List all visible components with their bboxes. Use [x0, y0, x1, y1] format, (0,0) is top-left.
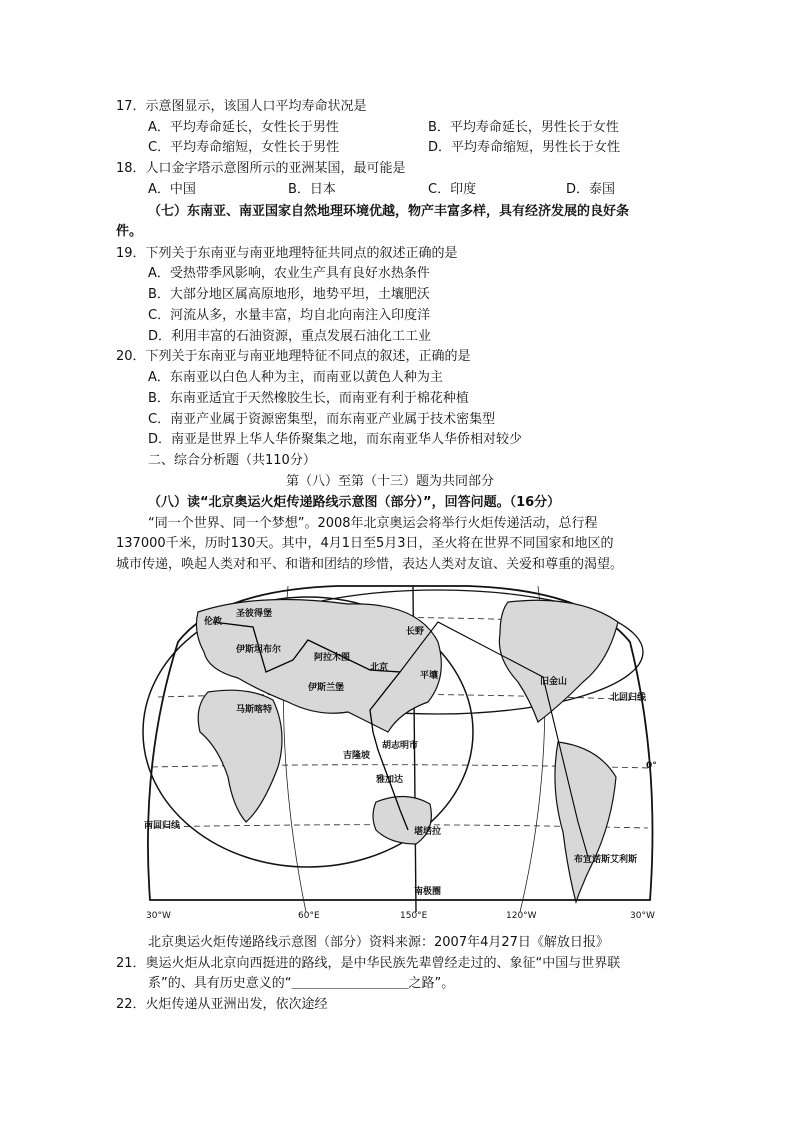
q19-option-c: C．河流从多，水量丰富，均自北向南注入印度洋: [148, 308, 431, 323]
q19-option-d: D．利用丰富的石油资源，重点发展石油化工工业: [148, 329, 432, 344]
map-label-st-petersburg: 圣彼得堡: [236, 609, 273, 619]
map-label-ho-chi-minh: 胡志明市: [382, 741, 419, 751]
map-label-istanbul: 伊斯坦布尔: [236, 645, 282, 655]
q17-stem: 17．示意图显示，该国人口平均寿命状况是: [116, 99, 367, 114]
map-label-jakarta: 雅加达: [376, 775, 404, 785]
axis-30w-left: 30°W: [146, 911, 171, 921]
q20-option-a: A．东南亚以白色人种为主，而南亚以黄色人种为主: [148, 370, 443, 385]
q20-option-c: C．南亚产业属于资源密集型，而东南亚产业属于技术密集型: [148, 412, 496, 427]
torch-relay-map: [138, 582, 660, 922]
q17-option-c: C．平均寿命缩短，女性长于男性: [148, 140, 340, 155]
part2-heading: 二、综合分析题（共110分）: [148, 453, 316, 468]
axis-120w: 120°W: [506, 911, 537, 921]
q19-stem: 19．下列关于东南亚与南亚地理特征共同点的叙述正确的是: [116, 246, 458, 261]
section8-para-line1: “同一个世界、同一个梦想”。2008年北京奥运会将举行火炬传递活动，总行程: [148, 516, 598, 531]
section8-title: （八）读“北京奥运火炬传递路线示意图（部分）”，回答问题。（16分）: [148, 495, 561, 510]
map-label-tropic-north: 北回归线: [610, 693, 647, 703]
map-label-pyongyang: 平壤: [420, 671, 439, 681]
q20-option-d: D．南亚是世界上华人华侨聚集之地，而东南亚华人华侨相对较少: [148, 432, 523, 447]
part2-common-note: 第（八）至第（十三）题为共同部分: [286, 474, 495, 489]
axis-150e: 150°E: [400, 911, 428, 921]
map-label-muscat: 马斯喀特: [236, 705, 273, 715]
q22-stem: 22．火炬传递从亚洲出发，依次途经: [116, 997, 328, 1012]
q21-stem-cont: 系”的、具有历史意义的“＿＿＿＿＿＿＿＿＿之路”。: [148, 976, 455, 991]
q20-option-b: B．东南亚适宜于天然橡胶生长，而南亚有利于棉花种植: [148, 391, 469, 406]
q19-option-a: A．受热带季风影响，农业生产具有良好水热条件: [148, 266, 430, 281]
q18-stem: 18．人口金字塔示意图所示的亚洲某国，最可能是: [116, 161, 406, 176]
map-label-almaty: 阿拉木图: [314, 653, 351, 663]
q17-option-a: A．平均寿命延长，女性长于男性: [148, 120, 339, 135]
section7-intro-cont: 件。: [116, 224, 143, 239]
map-label-san-francisco: 旧金山: [540, 677, 568, 687]
map-label-islamabad: 伊斯兰堡: [308, 683, 345, 693]
q18-option-a: A．中国: [148, 182, 196, 197]
q17-option-d: D．平均寿命缩短，男性长于女性: [428, 140, 621, 155]
q17-option-b: B．平均寿命延长，男性长于女性: [428, 120, 619, 135]
map-label-beijing: 北京: [370, 663, 389, 673]
axis-30w-right: 30°W: [630, 911, 655, 921]
map-caption: 北京奥运火炬传递路线示意图（部分）资料来源：2007年4月27日《解放日报》: [148, 935, 609, 950]
axis-60e: 60°E: [298, 911, 320, 921]
map-label-equator: 0°: [646, 761, 657, 771]
section7-intro: （七）东南亚、南亚国家自然地理环境优越，物产丰富多样，具有经济发展的良好条: [148, 204, 630, 219]
map-label-canberra: 堪培拉: [414, 827, 442, 837]
q18-option-d: D．泰国: [566, 182, 616, 197]
map-label-antarctic: 南极圈: [414, 887, 442, 897]
map-label-tropic-south: 南回归线: [144, 821, 181, 831]
q21-stem: 21．奥运火炬从北京向西挺进的路线，是中华民族先辈曾经走过的、象征“中国与世界联: [116, 956, 621, 971]
q19-option-b: B．大部分地区属高原地形，地势平坦，土壤肥沃: [148, 287, 430, 302]
section8-para-line3: 城市传递，唤起人类对和平、和谐和团结的珍惜，表达人类对友谊、关爱和尊重的渴望。: [116, 557, 624, 572]
q20-stem: 20．下列关于东南亚与南亚地理特征不同点的叙述，正确的是: [116, 349, 471, 364]
map-label-london: 伦敦: [204, 617, 223, 627]
map-label-kuala-lumpur: 吉隆坡: [343, 751, 371, 761]
map-label-nagano: 长野: [406, 627, 425, 637]
map-label-buenos-aires: 布宜诺斯艾利斯: [574, 855, 638, 865]
q18-option-c: C．印度: [428, 182, 477, 197]
q18-option-b: B．日本: [288, 182, 336, 197]
section8-para-line2: 137000千米，历时130天。其中，4月1日至5月3日，圣火将在世界不同国家和地区的: [116, 536, 614, 551]
